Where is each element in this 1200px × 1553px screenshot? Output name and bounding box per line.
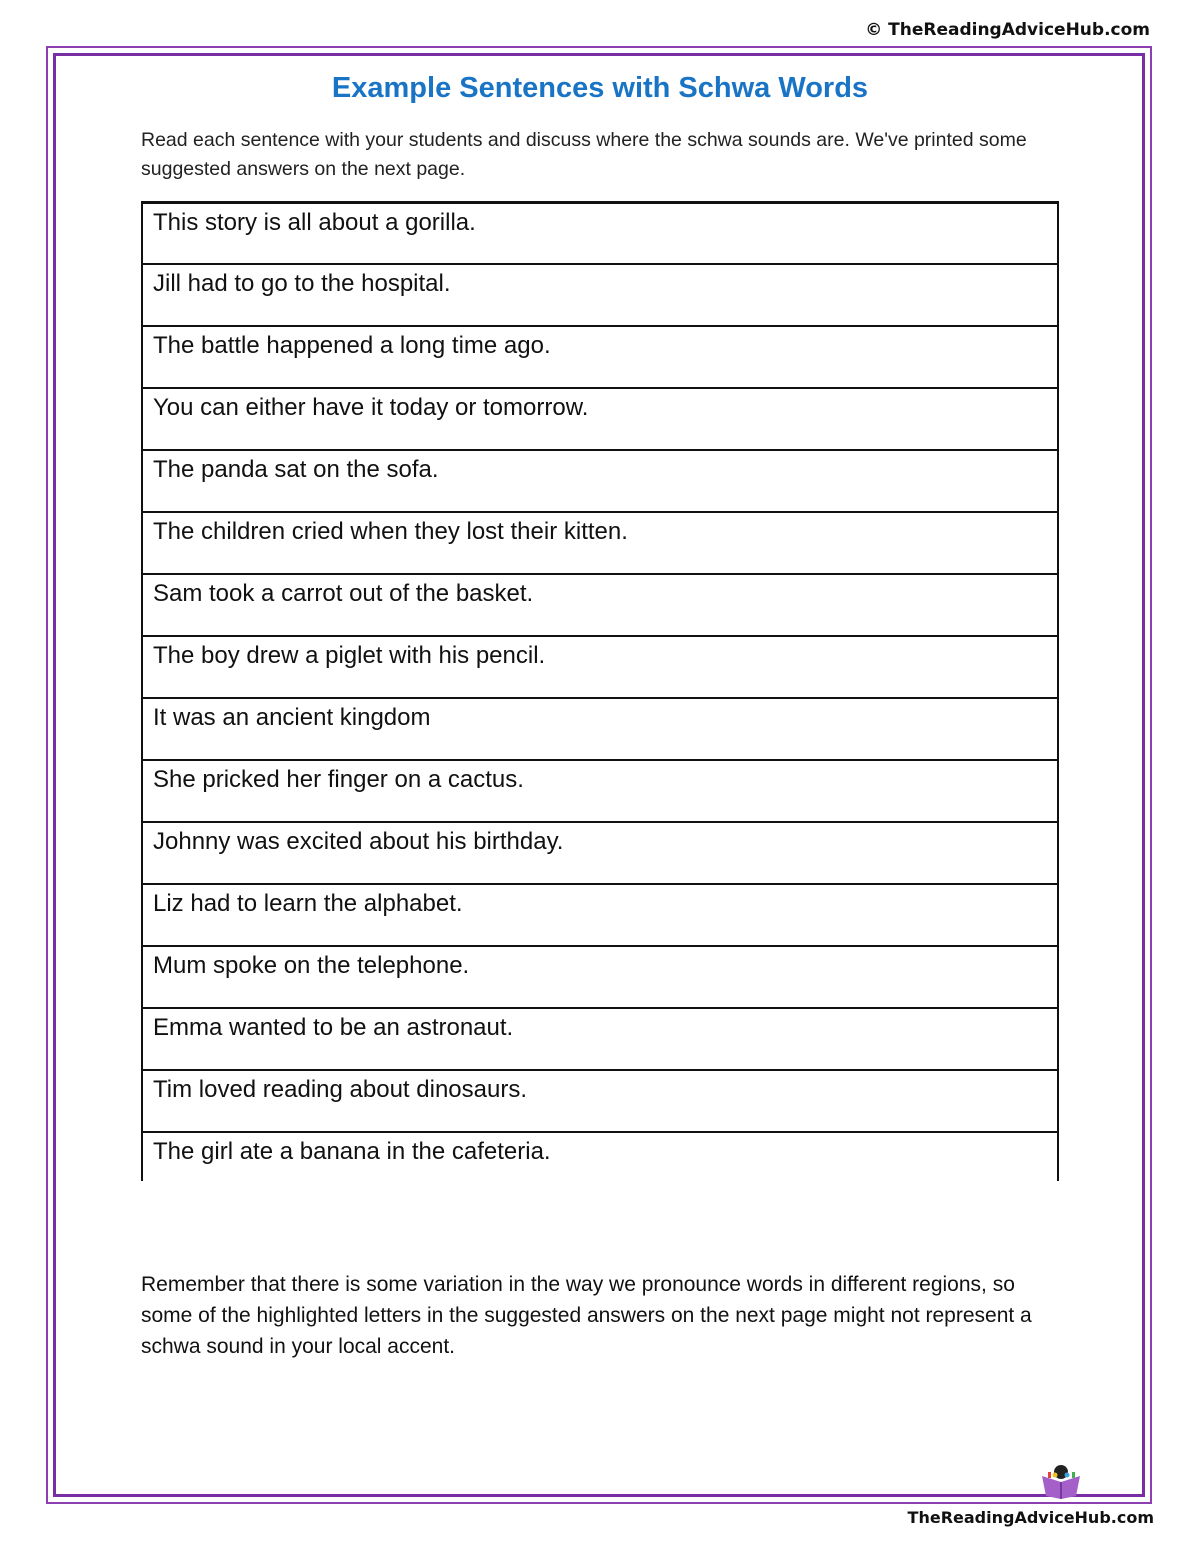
sentence-row — [141, 263, 1059, 325]
sentence-row — [141, 449, 1059, 511]
sentence-text: Mum spoke on the telephone. — [153, 952, 470, 979]
sentence-row — [141, 945, 1059, 1007]
sentence-text: Emma wanted to be an astronaut. — [153, 1014, 514, 1041]
book-reader-logo-icon — [1036, 1460, 1086, 1500]
sentence-row — [141, 1069, 1059, 1131]
sentence-text: The panda sat on the sofa. — [153, 456, 439, 483]
sentence-text: Sam took a carrot out of the basket. — [153, 580, 534, 607]
sentence-text: The battle happened a long time ago. — [153, 332, 551, 359]
sentence-text: This story is all about a gorilla. — [153, 209, 476, 236]
sentence-row — [141, 1131, 1059, 1181]
footer-site-name: TheReadingAdviceHub.com — [907, 1508, 1154, 1527]
sentence-table — [141, 201, 1059, 1181]
copyright-notice: © TheReadingAdviceHub.com — [865, 20, 1150, 40]
sentence-text: Jill had to go to the hospital. — [153, 270, 451, 297]
sentence-row — [141, 387, 1059, 449]
intro-text: Read each sentence with your students and discuss where the schwa sounds are. We've printed some suggested answers on the next page. — [141, 129, 1027, 180]
sentence-text: It was an ancient kingdom — [153, 704, 431, 731]
pronunciation-note: Remember that there is some variation in the way we pronounce words in different regions, so some of the highlighted letters in the suggested answers on the next page might not represent a schwa sound in your local accent. — [141, 1273, 1032, 1358]
sentence-row — [141, 201, 1059, 263]
sentence-text: The children cried when they lost their kitten. — [153, 518, 628, 545]
sentence-row — [141, 883, 1059, 945]
sentence-text: Liz had to learn the alphabet. — [153, 890, 463, 917]
sentence-row — [141, 1007, 1059, 1069]
page-title: Example Sentences with Schwa Words — [331, 72, 869, 104]
sentence-row — [141, 511, 1059, 573]
sentence-text: You can either have it today or tomorrow. — [153, 394, 589, 421]
sentence-row — [141, 635, 1059, 697]
sentence-row — [141, 759, 1059, 821]
sentence-text: She pricked her finger on a cactus. — [153, 766, 524, 793]
sentence-text: The girl ate a banana in the cafeteria. — [153, 1138, 551, 1165]
sentence-row — [141, 325, 1059, 387]
sentence-row — [141, 573, 1059, 635]
sentence-row — [141, 821, 1059, 883]
sentence-text: Tim loved reading about dinosaurs. — [153, 1076, 527, 1103]
sentence-text: Johnny was excited about his birthday. — [153, 828, 564, 855]
sentence-text: The boy drew a piglet with his pencil. — [153, 642, 546, 669]
sentence-row — [141, 697, 1059, 759]
